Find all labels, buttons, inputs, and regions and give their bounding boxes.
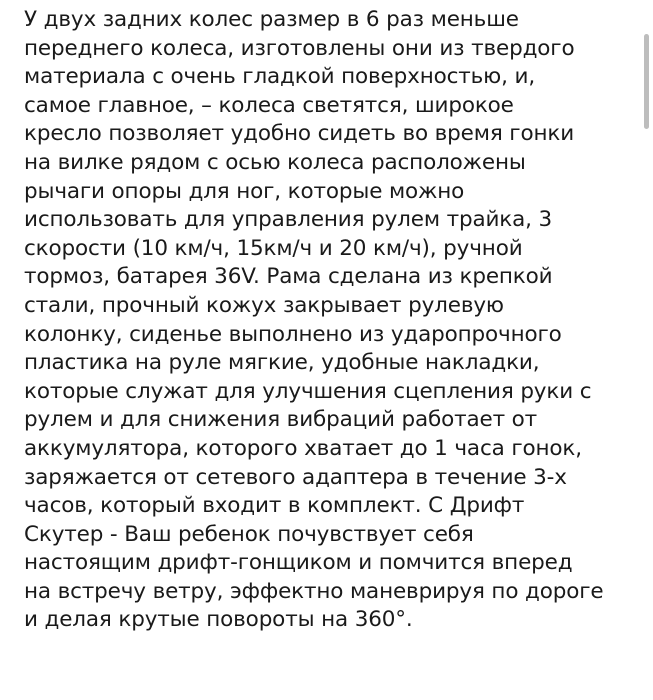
text-line: использовать для управления рулем трайка, 3 xyxy=(24,207,553,233)
text-line: стали, прочный кожух закрывает рулевую xyxy=(24,292,504,318)
text-line: материала с очень гладкой поверхностью, и, xyxy=(24,64,536,90)
text-line: тормоз, батарея 36V. Рама сделана из крепкой xyxy=(24,264,553,290)
text-line: и делая крутые повороты на 360°. xyxy=(24,607,413,633)
text-line: на встречу ветру, эффектно маневрируя по дороге xyxy=(24,578,604,604)
text-line: Скутер - Ваш ребенок почувствует себя xyxy=(24,521,474,547)
text-line: колонку, сиденье выполнено из ударопрочного xyxy=(24,321,562,347)
text-line: У двух задних колес размер в 6 раз меньше xyxy=(24,7,519,32)
text-line: самое главное, – колеса светятся, широкое xyxy=(24,92,514,118)
text-line: пластика на руле мягкие, удобные накладки, xyxy=(24,350,540,376)
text-line: заряжается от сетевого адаптера в течение 3-х xyxy=(24,464,567,490)
text-line: рулем и для снижения вибраций работает от xyxy=(24,407,538,433)
text-line: часов, который входит в комплект. С Дрифт xyxy=(24,493,525,519)
scrollbar-thumb[interactable] xyxy=(644,34,649,129)
text-line: которые служат для улучшения сцепления руки с xyxy=(24,378,592,404)
text-line: на вилке рядом с осью колеса расположены xyxy=(24,149,526,175)
text-line: рычаги опоры для ног, которые можно xyxy=(24,178,465,204)
text-line: скорости (10 км/ч, 15км/ч и 20 км/ч), ручной xyxy=(24,235,523,261)
text-line: настоящим дрифт-гонщиком и помчится вперед xyxy=(24,550,573,576)
text-line: кресло позволяет удобно сидеть во время гонки xyxy=(24,121,575,147)
article-text xyxy=(24,6,624,635)
text-line: переднего колеса, изготовлены они из твердого xyxy=(24,35,575,61)
text-line: аккумулятора, которого хватает до 1 часа гонок, xyxy=(24,435,582,461)
